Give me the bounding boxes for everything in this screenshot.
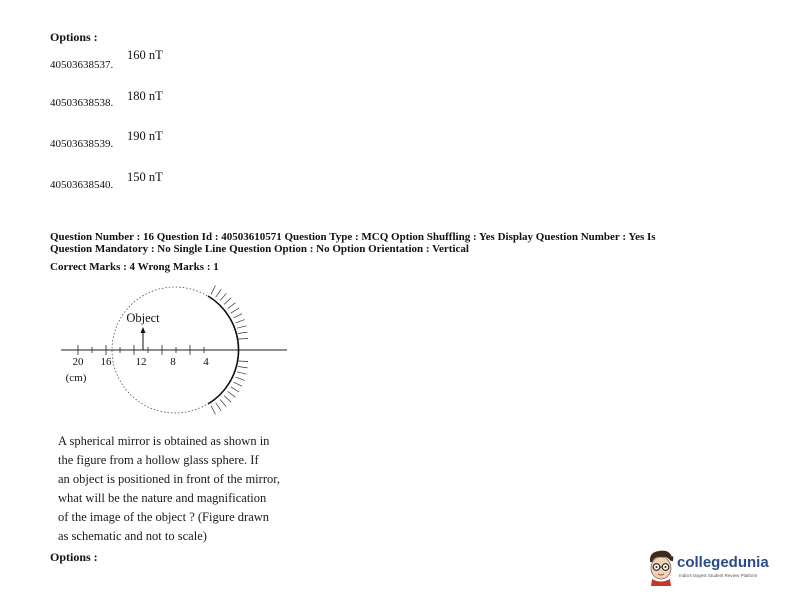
question-meta-line2: Question Mandatory : No Single Line Question Option : No Option Orientation : Vertical [50,243,469,255]
options-heading: Options : [50,30,98,44]
option-id: 40503638537. [50,59,114,71]
question-line: as schematic and not to scale) [58,529,207,543]
question-line: of the image of the object ? (Figure drawn [58,510,270,524]
question-line: the figure from a hollow glass sphere. If [58,453,259,467]
object-arrowhead [141,327,146,333]
option-value: 190 nT [127,129,163,143]
unit-label: (cm) [65,372,87,384]
options-heading: Options : [50,550,98,564]
tick-label: 16 [100,356,112,368]
option-value: 160 nT [127,48,163,62]
mirror-figure [55,275,295,425]
logo-name: collegedunia [677,554,769,571]
tick-label: 8 [170,356,176,368]
question-line: A spherical mirror is obtained as shown in [58,434,270,448]
collegedunia-logo [645,548,769,588]
option-value: 180 nT [127,89,163,103]
logo-tagline: India's largest Student Review Platform [679,573,758,578]
tick-label: 4 [203,356,209,368]
question-meta-line1: Question Number : 16 Question Id : 40503610571 Question Type : MCQ Option Shuffling : Yes Display Question Number : Yes Is [50,231,656,243]
question-line: what will be the nature and magnification [58,491,267,505]
object-label: Object [126,311,160,325]
marks-line: Correct Marks : 4 Wrong Marks : 1 [50,261,219,273]
question-line: an object is positioned in front of the mirror, [58,472,281,486]
option-id: 40503638540. [50,179,114,191]
option-value: 150 nT [127,170,163,184]
option-id: 40503638539. [50,138,114,150]
tick-label: 20 [72,356,84,368]
option-id: 40503638538. [50,97,114,109]
question-text [58,432,318,546]
tick-label: 12 [135,356,147,368]
mascot-icon [645,548,677,586]
